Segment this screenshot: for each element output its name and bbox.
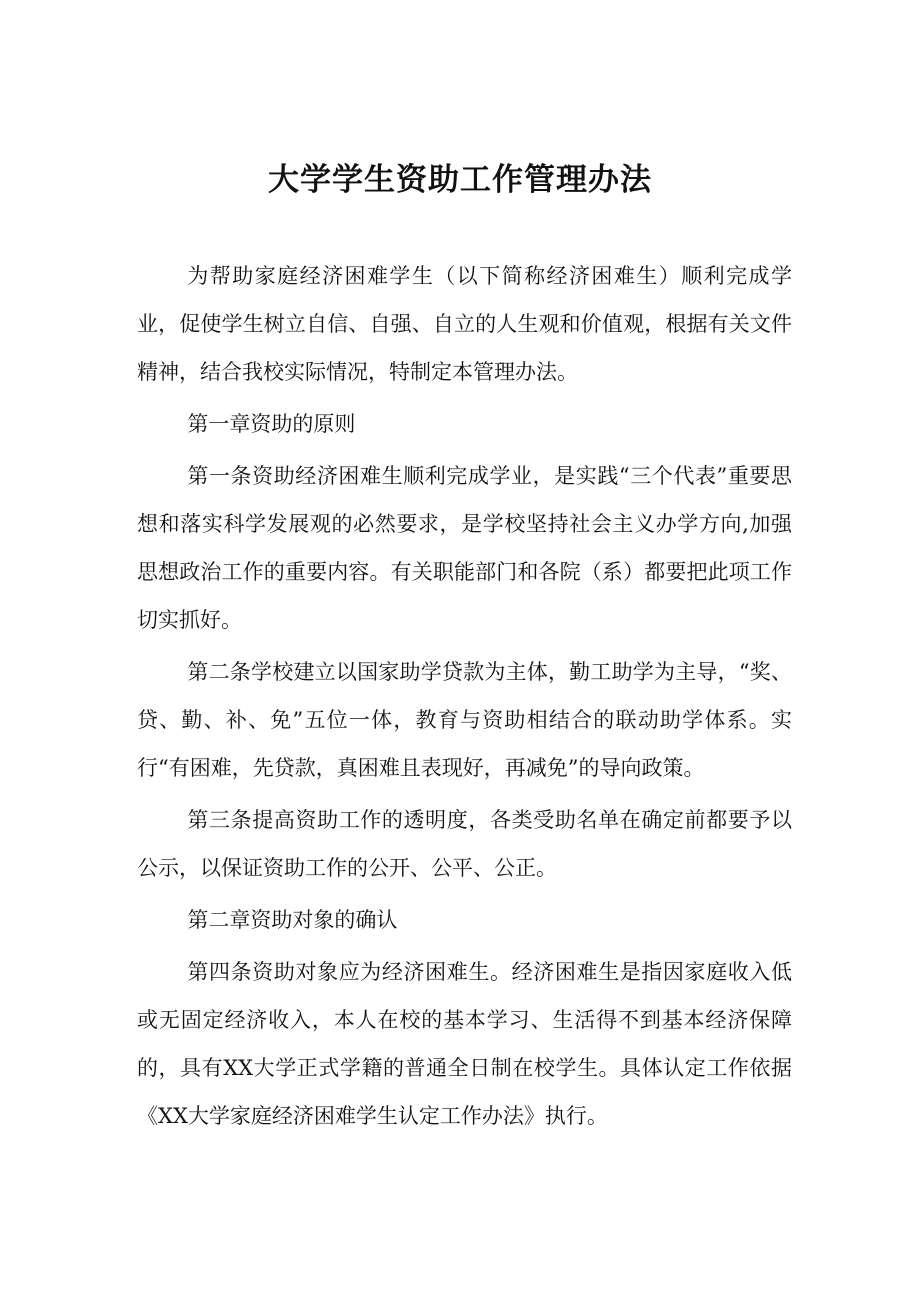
article-paragraph: 第三条提高资助工作的透明度，各类受助名单在确定前都要予以公示，以保证资助工作的公开、公平、公正。	[137, 808, 792, 880]
document-body	[137, 252, 792, 1144]
article-paragraph: 第四条资助对象应为经济困难生。经济困难生是指因家庭收入低或无固定经济收入，本人在校的基本学习、生活得不到基本经济保障的，具有XX大学正式学籍的普通全日制在校学生。具体认定工作依据《XX大学家庭经济困难学生认定工作办法》执行。	[137, 960, 792, 1128]
chapter-heading: 第二章资助对象的确认	[187, 908, 398, 932]
chapter-heading: 第一章资助的原则	[187, 412, 356, 436]
article-paragraph: 第二条学校建立以国家助学贷款为主体，勤工助学为主导，“奖、贷、勤、补、免”五位一体，教育与资助相结合的联动助学体系。实行“有困难，先贷款，真困难且表现好，再减免”的导向政策。	[137, 660, 792, 780]
document-title: 大学学生资助工作管理办法	[268, 162, 652, 198]
paragraph-preamble: 为帮助家庭经济困难学生（以下简称经济困难生）顺利完成学业，促使学生树立自信、自强、自立的人生观和价值观，根据有关文件精神，结合我校实际情况，特制定本管理办法。	[137, 264, 792, 384]
article-paragraph: 第一条资助经济困难生顺利完成学业，是实践“三个代表”重要思想和落实科学发展观的必然要求，是学校坚持社会主义办学方向,加强思想政治工作的重要内容。有关职能部门和各院（系）都要把此项工作切实抓好。	[137, 464, 792, 632]
